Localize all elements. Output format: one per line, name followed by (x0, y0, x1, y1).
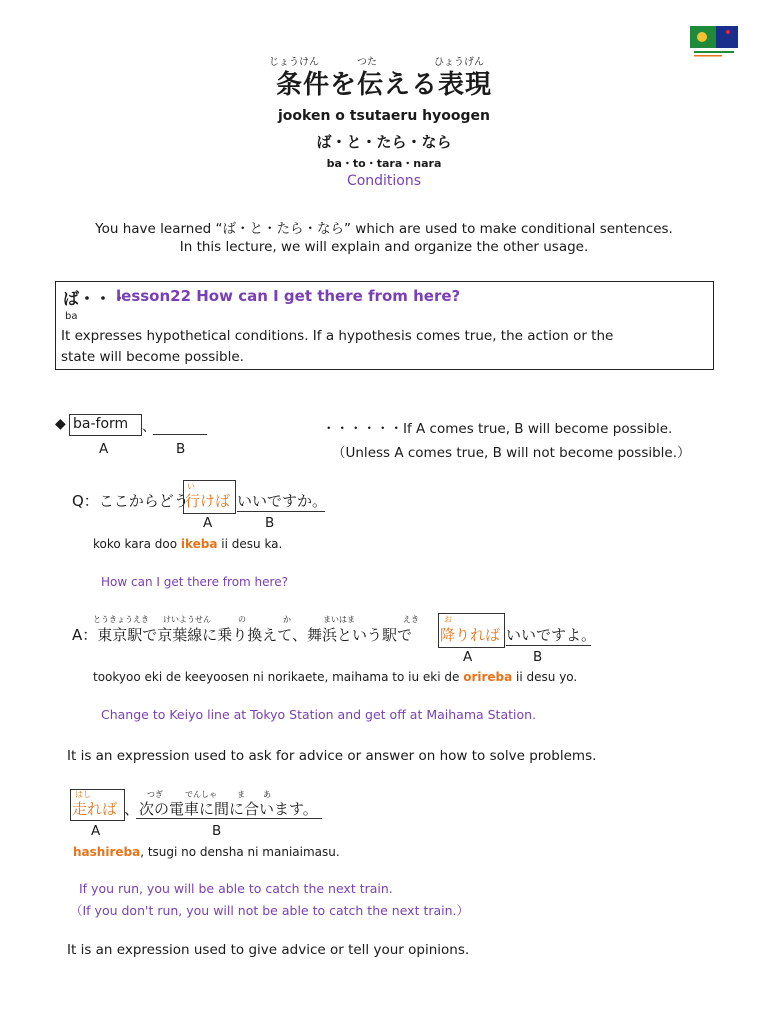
conditional-forms: ば・と・たら・なら (316, 133, 452, 151)
run-highlight: 走れば (72, 800, 118, 818)
bullet-icon: ◆ (55, 416, 66, 432)
run-ruby-2: つぎ (147, 790, 163, 799)
q-romaji (93, 537, 282, 551)
run-ruby-5: あ (263, 790, 271, 799)
page-title: 条件を伝える表現 (275, 70, 492, 100)
run-ruby-4: ま (237, 790, 245, 799)
b-blank-line (153, 434, 207, 435)
run-romaji-post: , tsugi no densha ni maniaimasu. (140, 845, 340, 859)
subtitle: Conditions (346, 173, 422, 189)
q-label-a: A (203, 515, 213, 531)
a-label-b: B (533, 649, 543, 665)
box-lesson: lesson22 How can I get there from here? (116, 287, 461, 305)
run-underline (136, 818, 322, 819)
box-ba-romaji: ba (65, 311, 78, 322)
ba-form-label: ba-form (73, 416, 129, 432)
conditional-forms-romaji: ba・to・tara・nara (326, 157, 442, 170)
a-ruby-2: けいようせん (163, 615, 211, 624)
run-suffix: 、次の電車に間に合います。 (124, 800, 318, 818)
a-ruby-1: とうきょうえき (93, 615, 149, 624)
run-ruby-3: でんしゃ (185, 790, 217, 799)
run-label-b: B (212, 823, 222, 839)
a-highlight: 降りれば (440, 626, 501, 644)
q-romaji-pre: koko kara doo (93, 537, 181, 551)
q-romaji-post: ii desu ka. (217, 537, 283, 551)
run-ruby-1: はし (75, 790, 91, 799)
box-desc-1: It expresses hypothetical conditions. If a hypothesis comes true, the action or the (61, 328, 614, 344)
title-ruby-1: じょうけん (269, 57, 319, 68)
a-romaji-highlight: orireba (463, 670, 513, 684)
title-romaji: jooken o tsutaeru hyoogen (278, 108, 490, 124)
logo-flag-icon (690, 26, 738, 58)
q-highlight: 行けば (185, 492, 231, 510)
a-label-a: A (463, 649, 473, 665)
pattern-label-a: A (99, 441, 109, 457)
pattern-meaning-2: （Unless A comes true, B will not become possible.） (332, 445, 691, 461)
intro-line-2: In this lecture, we will explain and organize the other usage. (179, 239, 589, 255)
box-head: ば・・・ (63, 289, 128, 308)
a-ruby-7: お (444, 615, 452, 624)
a-romaji-post: ii desu yo. (512, 670, 578, 684)
a-underline (506, 645, 591, 646)
pattern-meaning: ・・・・・・If A comes true, B will become possible. (322, 421, 673, 437)
title-ruby-3: ひょうげん (434, 57, 484, 68)
a-romaji (93, 670, 577, 684)
pattern-label-b: B (176, 441, 186, 457)
pattern-comma: 、 (142, 419, 156, 435)
q-romaji-highlight: ikeba (180, 537, 218, 551)
intro-line-1: You have learned “ば・と・たら・なら” which are used to make conditional sentences. (95, 221, 673, 237)
q-english: How can I get there from here? (101, 575, 288, 589)
a-ruby-5: まいはま (323, 615, 355, 624)
a-prefix: A：東京駅で京葉線に乗り換えて、舞浜という駅で (72, 626, 412, 644)
note-1: It is an expression used to ask for advice or answer on how to solve problems. (67, 748, 597, 764)
a-ruby-4: か (283, 615, 291, 624)
a-english: Change to Keiyo line at Tokyo Station and get off at Maihama Station. (101, 707, 537, 722)
run-english-2: （If you don't run, you will not be able to catch the next train.） (70, 903, 470, 918)
run-label-a: A (91, 823, 101, 839)
a-suffix: いいですよ。 (506, 626, 597, 644)
q-ruby: い (187, 482, 195, 491)
q-label-b: B (265, 515, 275, 531)
title-ruby-2: つた (357, 57, 377, 68)
run-english-1: If you run, you will be able to catch the next train. (79, 881, 393, 896)
q-prefix: Q：ここからどう (72, 492, 189, 510)
box-desc-2: state will become possible. (61, 349, 244, 365)
a-ruby-3: の (238, 615, 246, 624)
q-underline (237, 511, 325, 512)
run-romaji (73, 845, 340, 859)
note-2: It is an expression used to give advice or tell your opinions. (67, 942, 470, 958)
q-suffix: いいですか。 (237, 492, 328, 510)
run-romaji-highlight: hashireba (73, 845, 141, 859)
a-romaji-pre: tookyoo eki de keeyoosen ni norikaete, maihama to iu eki de (93, 670, 464, 684)
a-ruby-6: えき (403, 615, 419, 624)
logo (690, 26, 738, 58)
